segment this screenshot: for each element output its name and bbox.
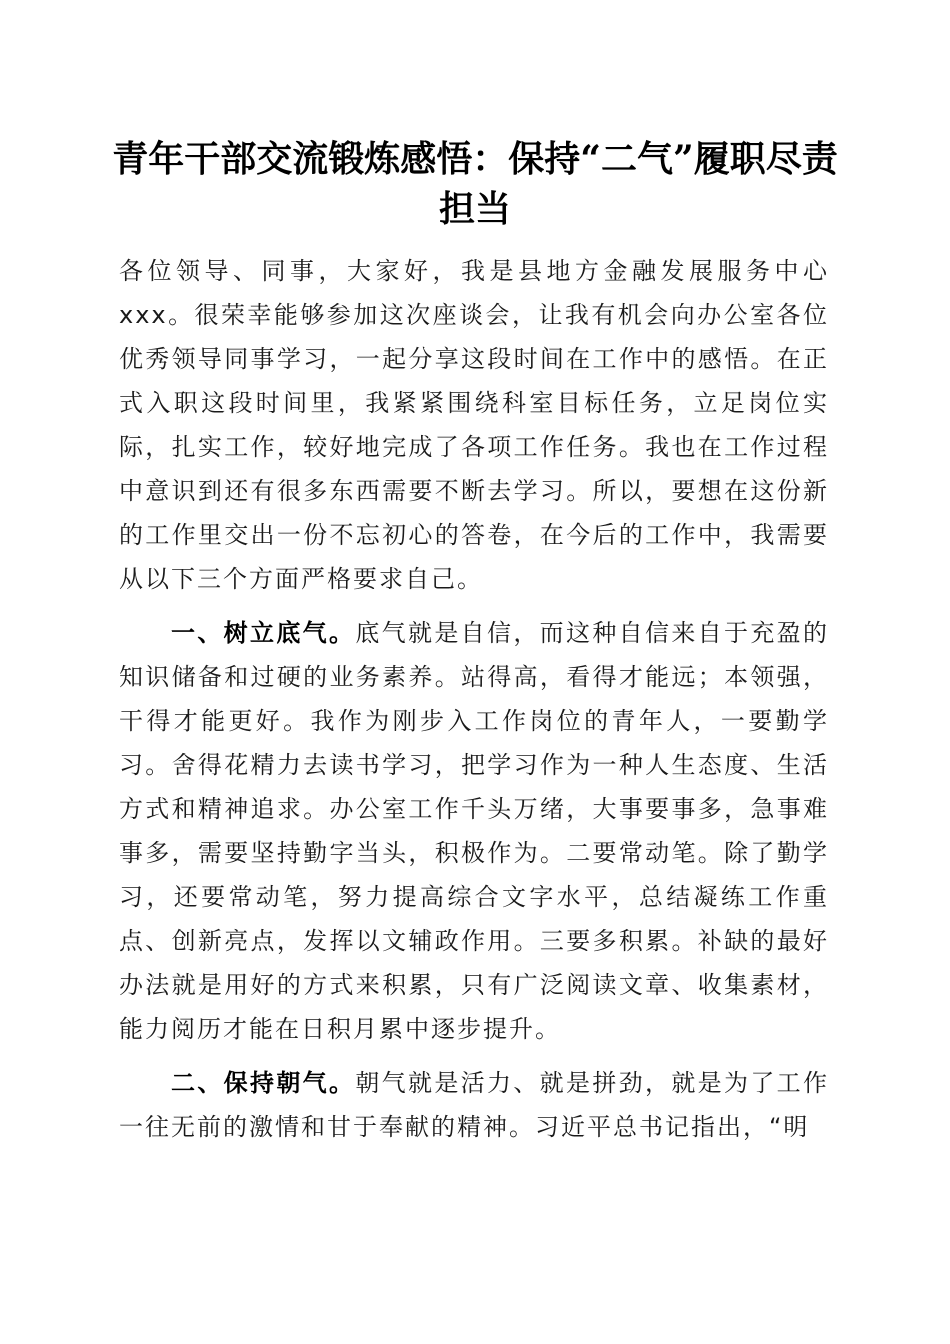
section-2-heading: 二、保持朝气。 (171, 1069, 356, 1097)
section-1-heading: 一、树立底气。 (171, 619, 356, 647)
section-1-text: 底气就是自信，而这种自信来自于充盈的知识储备和过硬的业务素养。站得高，看得才能远；本领强，干得才能更好。我作为刚步入工作岗位的青年人，一要勤学习。舍得花精力去读书学习，把学习作为一种人生态度、生活方式和精神追求。办公室工作千头万绪，大事要事多，急事难事多，需要坚持勤字当头，积极作为。二要常动笔。除了勤学习，还要常动笔，努力提高综合文字水平，总结凝练工作重点、创新亮点，发挥以文辅政作用。三要多积累。补缺的最好办法就是用好的方式来积累，只有广泛阅读文章、收集素材，能力阅历才能在日积月累中逐步提升。 (119, 619, 830, 1043)
section-1-paragraph (119, 611, 829, 1051)
intro-paragraph: 各位领导、同事，大家好，我是县地方金融发展服务中心xxx。很荣幸能够参加这次座谈会，让我有机会向办公室各位优秀领导同事学习，一起分享这段时间在工作中的感悟。在正式入职这段时间里，我紧紧围绕科室目标任务，立足岗位实际，扎实工作，较好地完成了各项工作任务。我也在工作过程中意识到还有很多东西需要不断去学习。所以，要想在这份新的工作里交出一份不忘初心的答卷，在今后的工作中，我需要从以下三个方面严格要求自己。 (119, 257, 829, 593)
section-2-paragraph (119, 1061, 829, 1149)
document-body (119, 249, 829, 1149)
section-2-text: 朝气就是活力、就是拼劲，就是为了工作一往无前的激情和甘于奉献的精神。习近平总书记指出，“明 (119, 1069, 830, 1141)
document-title: 青年干部交流锻炼感悟：保持“二气”履职尽责担当 (112, 138, 838, 230)
